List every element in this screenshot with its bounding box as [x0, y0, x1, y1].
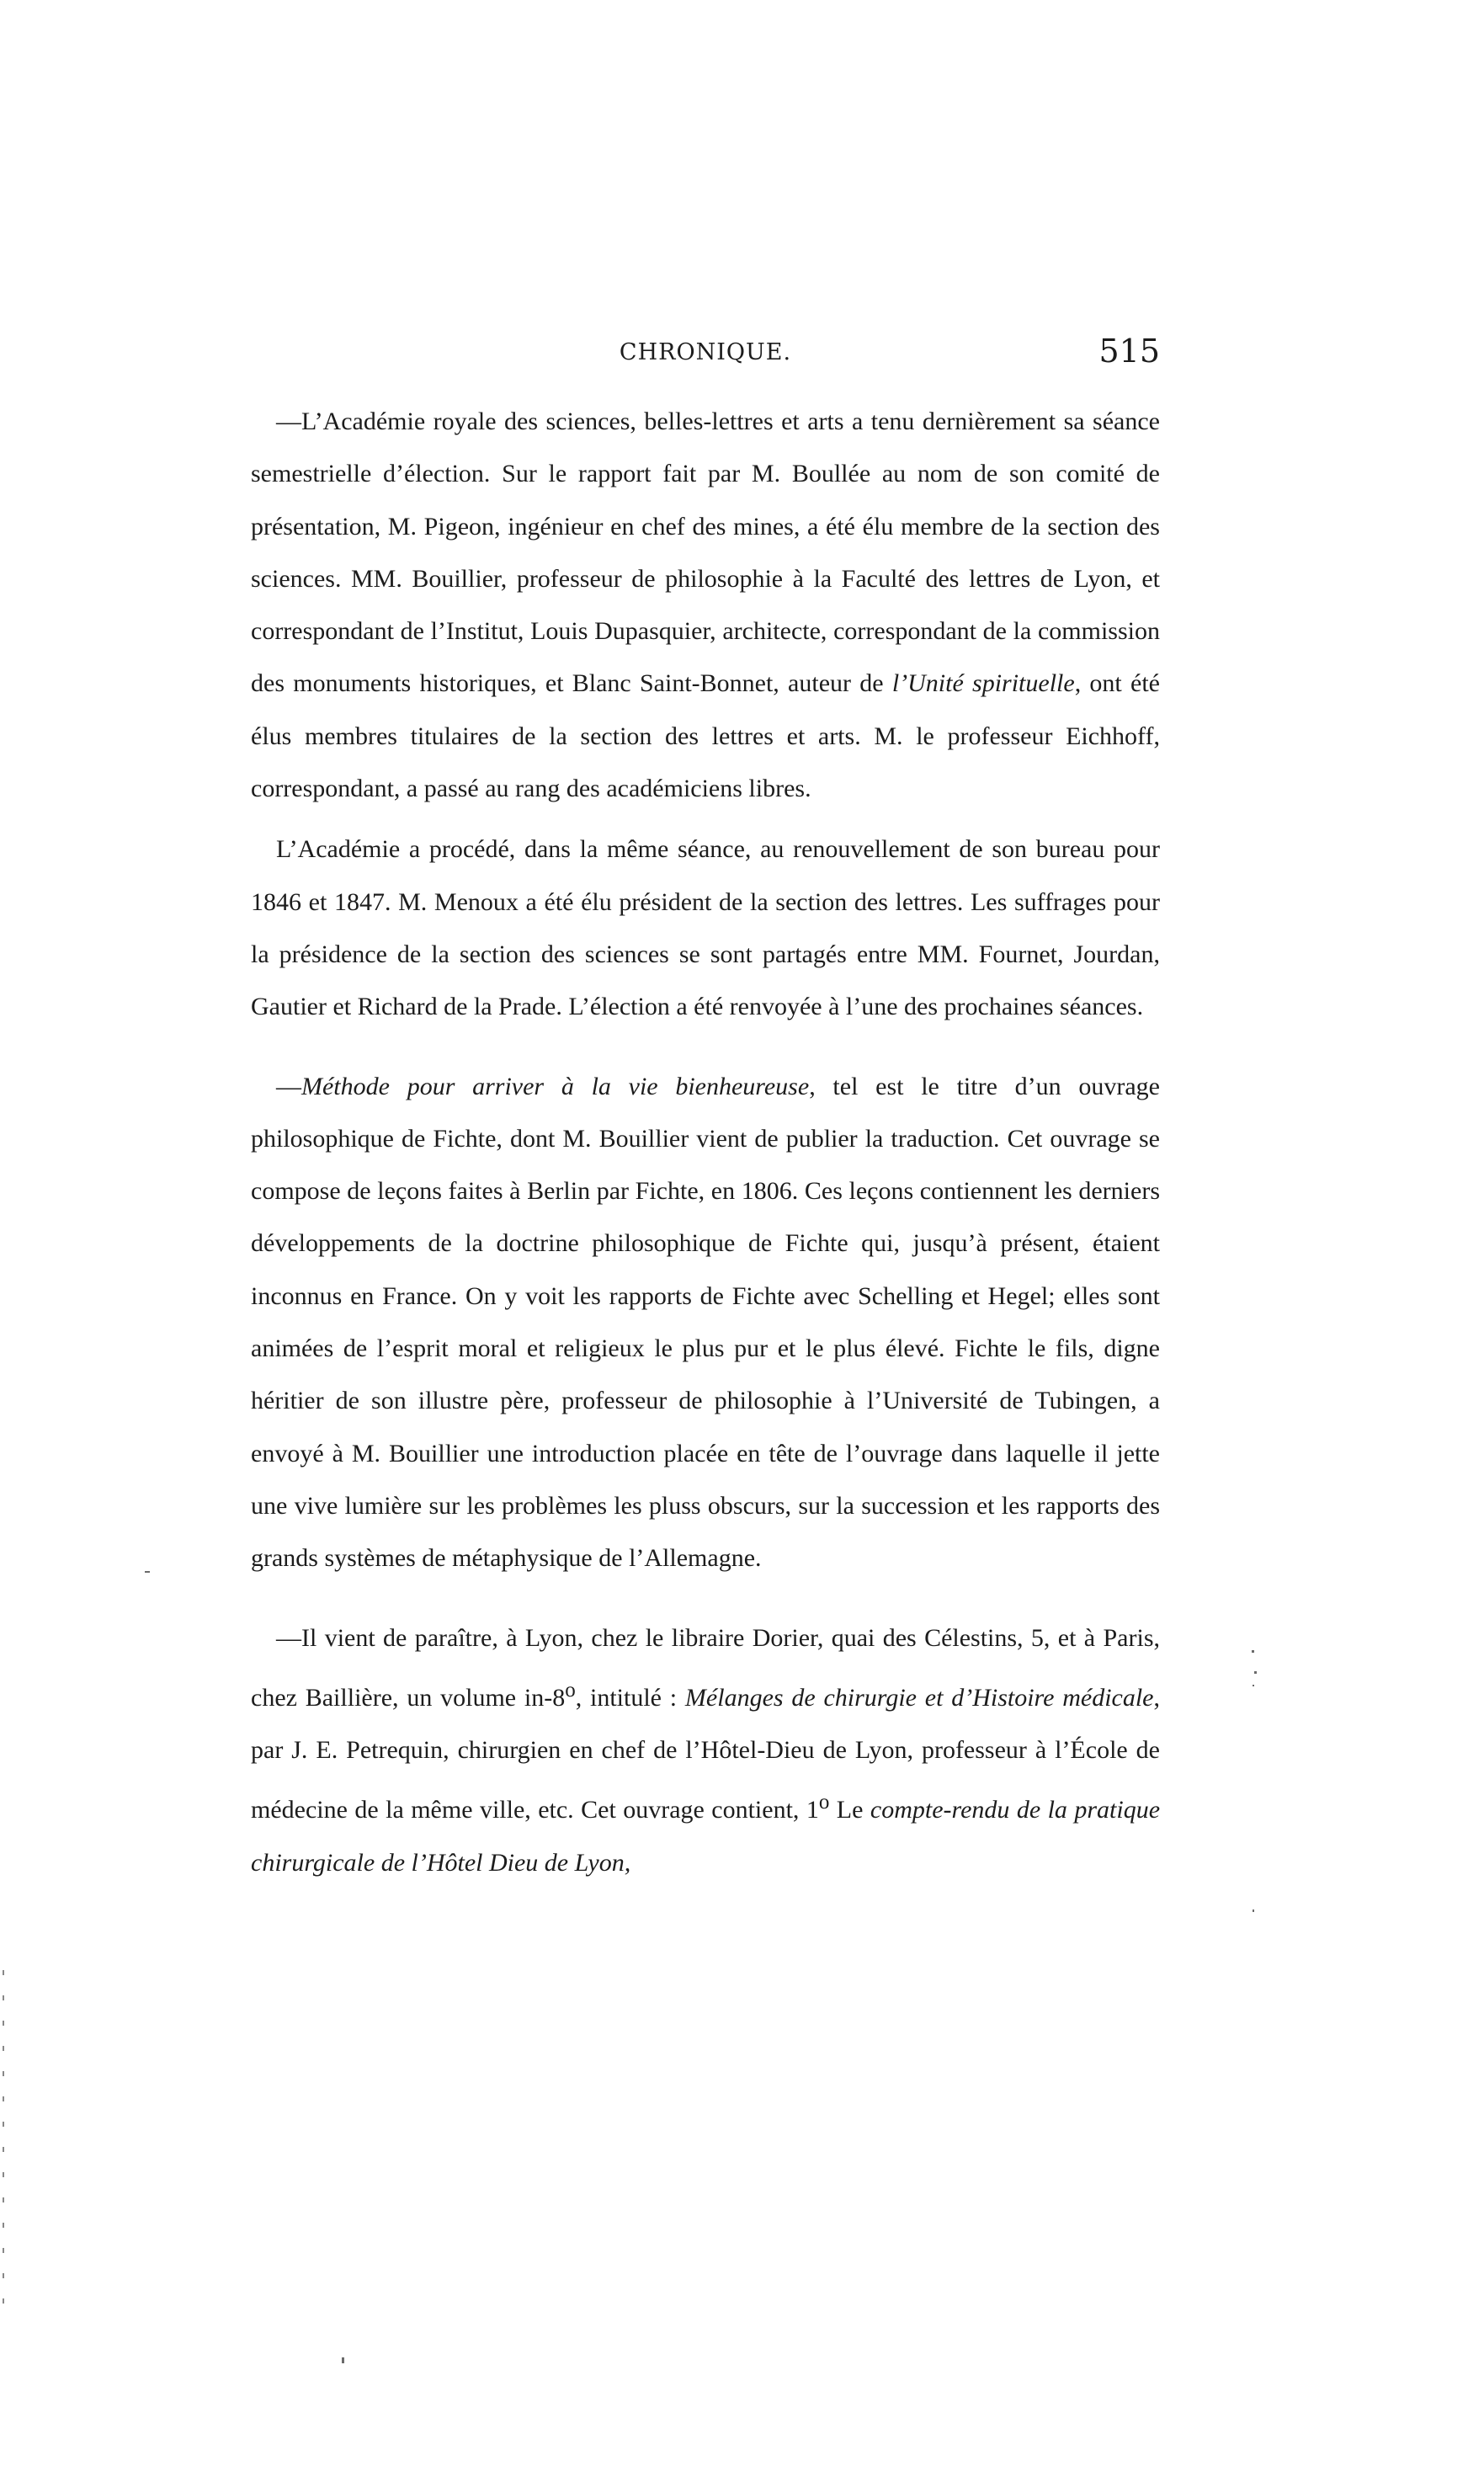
- margin-speck: [1253, 1909, 1254, 1912]
- margin-speck: [1253, 1685, 1254, 1686]
- margin-speck: [1254, 1671, 1257, 1674]
- margin-speck: [1252, 1650, 1254, 1653]
- page-header: [251, 333, 1160, 383]
- margin-speck: [145, 1571, 150, 1573]
- paragraph-academie-election: —L’Académie royale des sciences, belles-lettres et arts a tenu dernièrement sa séance semestrielle d’élection. Sur le rapport fait par M. Boullée au nom de son comité de présentation, M. Pigeon, ingénieur en chef des mines, a été élu membre de la section des sciences. MM. Bouillier, professeur de philosophie à la Faculté des lettres de Lyon, et correspondant de l’Institut, Louis Dupasquier, architecte, correspondant de la commission des monuments historiques, et Blanc Saint-Bonnet, auteur de l’Unité spirituelle, ont été élus membres titulaires de la section des lettres et arts. M. le professeur Eichhoff, correspondant, a passé au rang des académiciens libres.: [251, 407, 1160, 803]
- paragraph-fichte-translation: —Méthode pour arriver à la vie bienheureuse, tel est le titre d’un ouvrage philosophique de Fichte, dont M. Bouillier vient de publier la traduction. Cet ouvrage se compose de leçons faites à Berlin par Fichte, en 1806. Ces leçons contiennent les derniers développements de la doctrine philosophique de Fichte qui, jusqu’à présent, étaient inconnus en France. On y voit les rapports de Fichte avec Schelling et Hegel; elles sont animées de l’esprit moral et religieux le plus pur et le plus élevé. Fichte le fils, digne héritier de son illustre père, professeur de philosophie à l’Université de Tubingen, a envoyé à M. Bouillier une introduction placée en tête de l’ouvrage dans laquelle il jette une vive lumière sur les problèmes les pluss obscurs, sur la succession et les rapports des grands systèmes de métaphysique de l’Allemagne.: [251, 1072, 1160, 1573]
- running-head: CHRONIQUE.: [619, 339, 792, 365]
- chronicle-text: [251, 396, 1160, 1889]
- margin-speck: [342, 2357, 344, 2363]
- page-number: 515: [1098, 333, 1160, 370]
- paragraph-academie-bureau: L’Académie a procédé, dans la même séance, au renouvellement de son bureau pour 1846 et 1847. M. Menoux a été élu président de la section des lettres. Les suffrages pour la présidence de la section des sciences se sont partagés entre MM. Fournet, Jourdan, Gautier et Richard de la Prade. L’élection a été renvoyée à l’une des prochaines séances.: [251, 835, 1160, 1021]
- paragraph-petrequin-book: —Il vient de paraître, à Lyon, chez le libraire Dorier, quai des Célestins, 5, et à Paris, chez Baillière, un volume in-8$^o$, intitulé : Mélanges de chirurgie et d’Histoire médicale, par J. E. Petrequin, chirurgien en chef de l’Hôtel-Dieu de Lyon, professeur à l’École de médecine de la même ville, etc. Cet ouvrage contient, 1$^o$ Le compte-rendu de la pratique chirurgicale de l’Hôtel Dieu de Lyon,: [251, 1623, 1161, 1877]
- page-edge-marks: [3, 1970, 4, 2307]
